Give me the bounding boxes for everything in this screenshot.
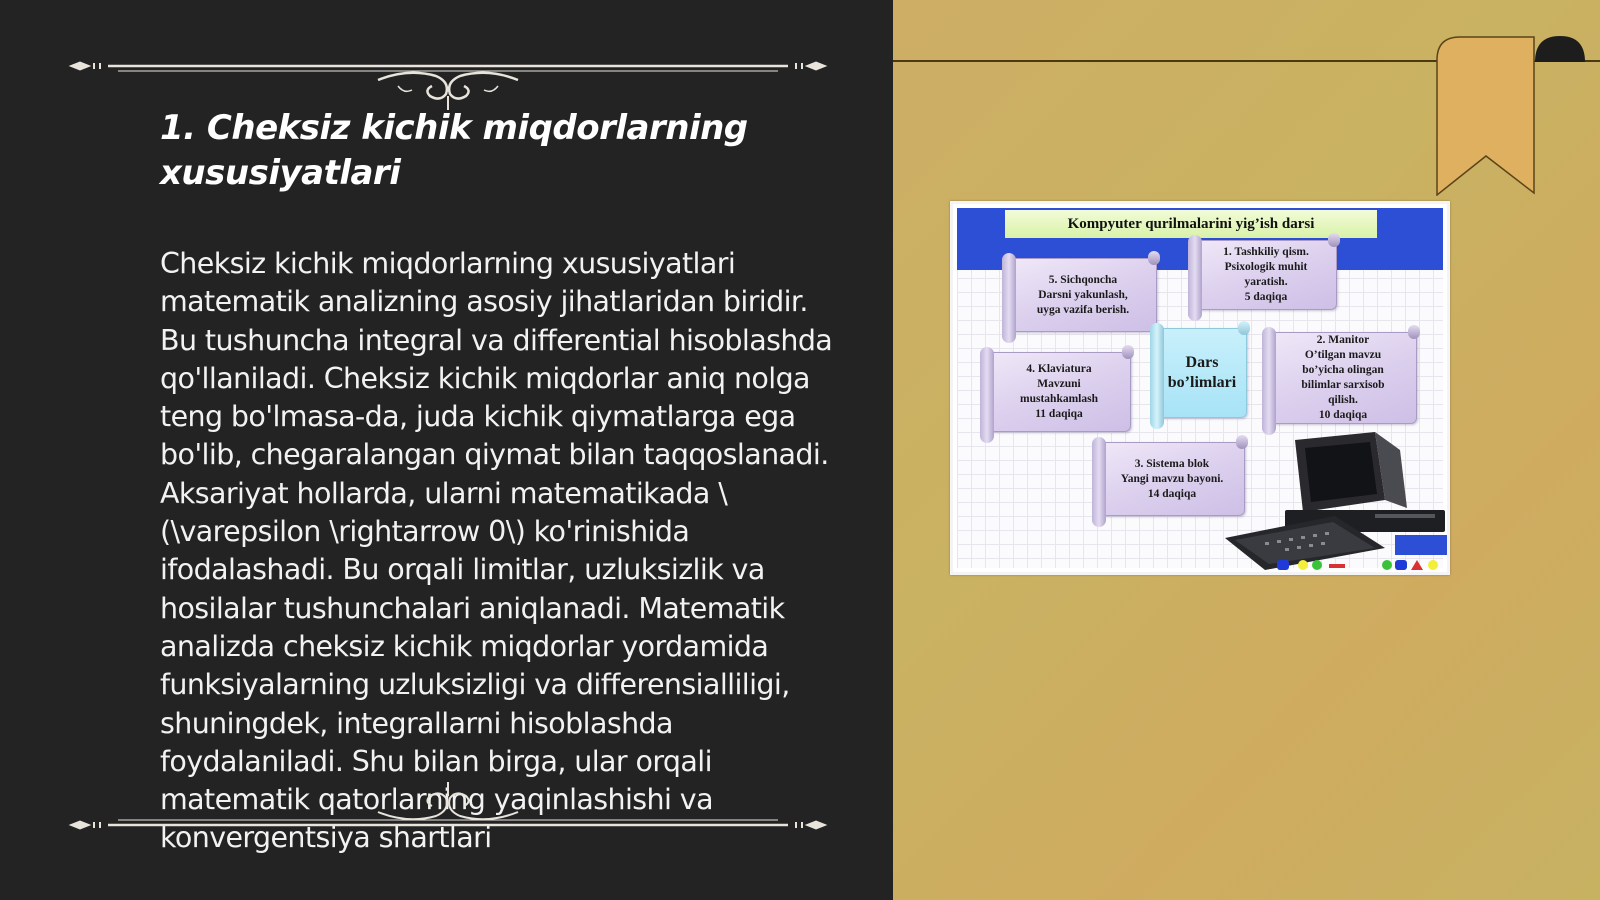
card-text: 2. Manitor: [1316, 334, 1370, 346]
card-text: qilish.: [1328, 394, 1358, 406]
ribbon-slot-icon: [1535, 36, 1585, 62]
card-text: 11 daqiqa: [1035, 408, 1083, 420]
card-text: 10 daqiqa: [1318, 409, 1368, 421]
lesson-part-card-1: [1195, 240, 1337, 310]
colored-blocks-icon: [1277, 558, 1447, 572]
slide-title: 1. Cheksiz kichik miqdorlarning xususiyatlari: [160, 108, 748, 193]
slide-body-text: Cheksiz kichik miqdorlarning xususiyatlari matematik analizning asosiy jihatlaridan biridir. Bu tushuncha integral va differential hisoblashda qo'llaniladi. Cheksiz kichik miqdorlar aniq nolga teng bo'lmasa-da, juda kichik qiymatlarga ega bo'lib, chegaralangan qiymat bilan taqqoslanadi. Aksariyat hollarda, ularni matematikada \(\varepsilon \rightarrow 0\) ko'rinishida ifodalashadi. Bu orqali limitlar, uzluksizlik va hosilalar tushunchalari aniqlanadi. Matematik analizda cheksiz kichik miqdorlar yordamida funksiyalarning uzluksizligi va differensialliligi, shuningdek, integrallarni hisoblashda foydalaniladi. Shu bilan birga, ular orqali matematik qatorlarning yaqinlashishi va konvergentsiya shartlari: [160, 247, 833, 855]
ornamental-divider-top: [68, 52, 828, 112]
card-text: 5 daqiqa: [1244, 291, 1288, 303]
card-text: O’tilgan mavzu: [1304, 349, 1382, 361]
card-text: 5. Sichqoncha: [1048, 273, 1118, 286]
card-text: Psixologik muhit: [1224, 261, 1308, 273]
card-text: 1. Tashkiliy qism.: [1223, 246, 1309, 258]
card-text: yaratish.: [1244, 276, 1288, 288]
card-text: Yangi mavzu bayoni.: [1120, 472, 1224, 485]
card-text: uyga vazifa berish.: [1036, 303, 1130, 316]
card-text: Darsni yakunlash,: [1038, 288, 1128, 301]
lesson-part-card-5: [1009, 258, 1157, 332]
lesson-diagram-image: [950, 201, 1450, 575]
center-text: Dars: [1185, 354, 1219, 371]
lesson-part-card-4: [987, 352, 1131, 432]
card-text: 14 daqiqa: [1147, 487, 1197, 500]
lesson-part-card-3: [1099, 442, 1245, 516]
computer-illustration-icon: [1225, 430, 1450, 570]
center-text: bo’limlari: [1167, 374, 1237, 391]
card-text: bilimlar sarxisob: [1301, 379, 1385, 391]
card-text: mustahkamlash: [1020, 393, 1098, 405]
card-text: Mavzuni: [1037, 378, 1081, 390]
lesson-parts-center-card: [1157, 328, 1247, 418]
card-text: 4. Klaviatura: [1026, 363, 1092, 375]
ornamental-divider-bottom: [68, 780, 828, 840]
card-text: 3. Sistema blok: [1134, 457, 1210, 470]
image-header-title: Kompyuter qurilmalarini yig’ish darsi: [1005, 210, 1377, 238]
lesson-part-card-2: [1269, 332, 1417, 424]
bookmark-ribbon-icon: [1436, 36, 1536, 196]
card-text: bo’yicha olingan: [1302, 364, 1384, 376]
